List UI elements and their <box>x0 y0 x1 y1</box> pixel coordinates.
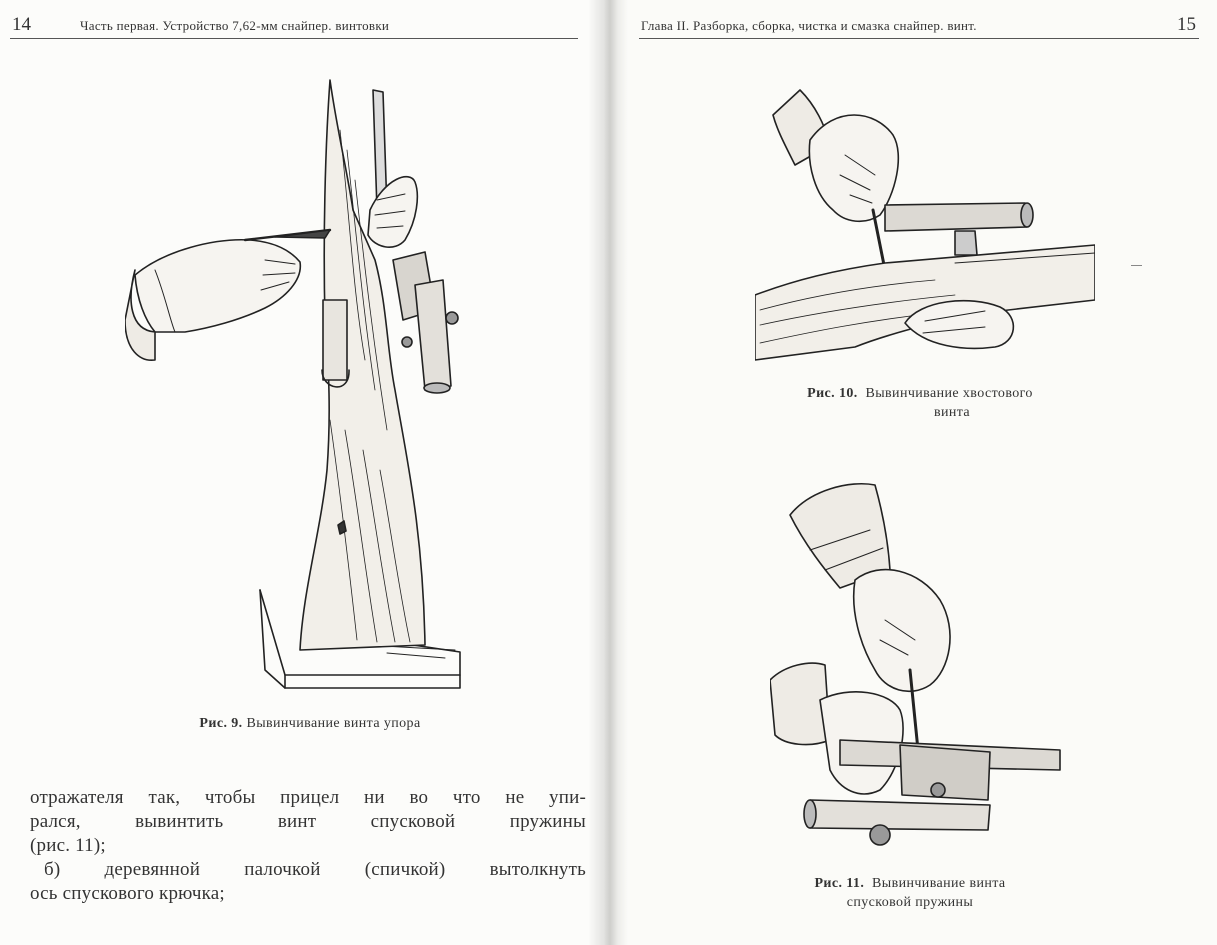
page-edge-mark <box>1131 265 1142 266</box>
left-page-number: 14 <box>12 14 31 35</box>
figure-11-caption <box>755 874 1065 912</box>
body-line-4: б) деревянной палочкой (спичкой) вытолкнуть <box>44 859 586 880</box>
right-running-header: Глава II. Разборка, сборка, чистка и смазка снайпер. винт. <box>641 18 977 33</box>
left-running-header: Часть первая. Устройство 7,62-мм снайпер. винтовки <box>80 18 390 33</box>
figure-11-caption-line1: Вывинчивание винта <box>872 876 1006 891</box>
figure-10-caption-line2: винта <box>933 405 971 420</box>
figure-9-caption <box>145 714 475 733</box>
figure-10-caption-line1: Вывинчивание хвостового <box>865 386 1033 401</box>
figure-10-illustration <box>755 85 1095 365</box>
figure-11-caption-line2: спусковой пружины <box>846 895 974 910</box>
left-header-rule <box>10 38 578 39</box>
figure-9-caption-text: Вывинчивание винта упора <box>246 716 421 731</box>
right-header-rule <box>639 38 1199 39</box>
right-page <box>605 0 1217 945</box>
body-line-3: (рис. 11); <box>30 835 106 856</box>
figure-11-label: Рис. 11. <box>814 876 865 891</box>
body-line-2: рался, вывинтить винт спусковой пружины <box>30 811 586 832</box>
right-page-number: 15 <box>1177 14 1196 35</box>
body-line-1: отражателя так, чтобы прицел ни во что не упи- <box>30 787 586 808</box>
left-page <box>0 0 605 945</box>
body-line-5: ось спускового крючка; <box>30 883 225 904</box>
body-text <box>30 786 586 906</box>
figure-10-label: Рис. 10. <box>807 386 858 401</box>
figure-11-illustration <box>770 470 1070 860</box>
figure-9-illustration <box>125 70 485 700</box>
figure-9-label: Рис. 9. <box>199 716 243 731</box>
figure-10-caption <box>730 384 1110 422</box>
